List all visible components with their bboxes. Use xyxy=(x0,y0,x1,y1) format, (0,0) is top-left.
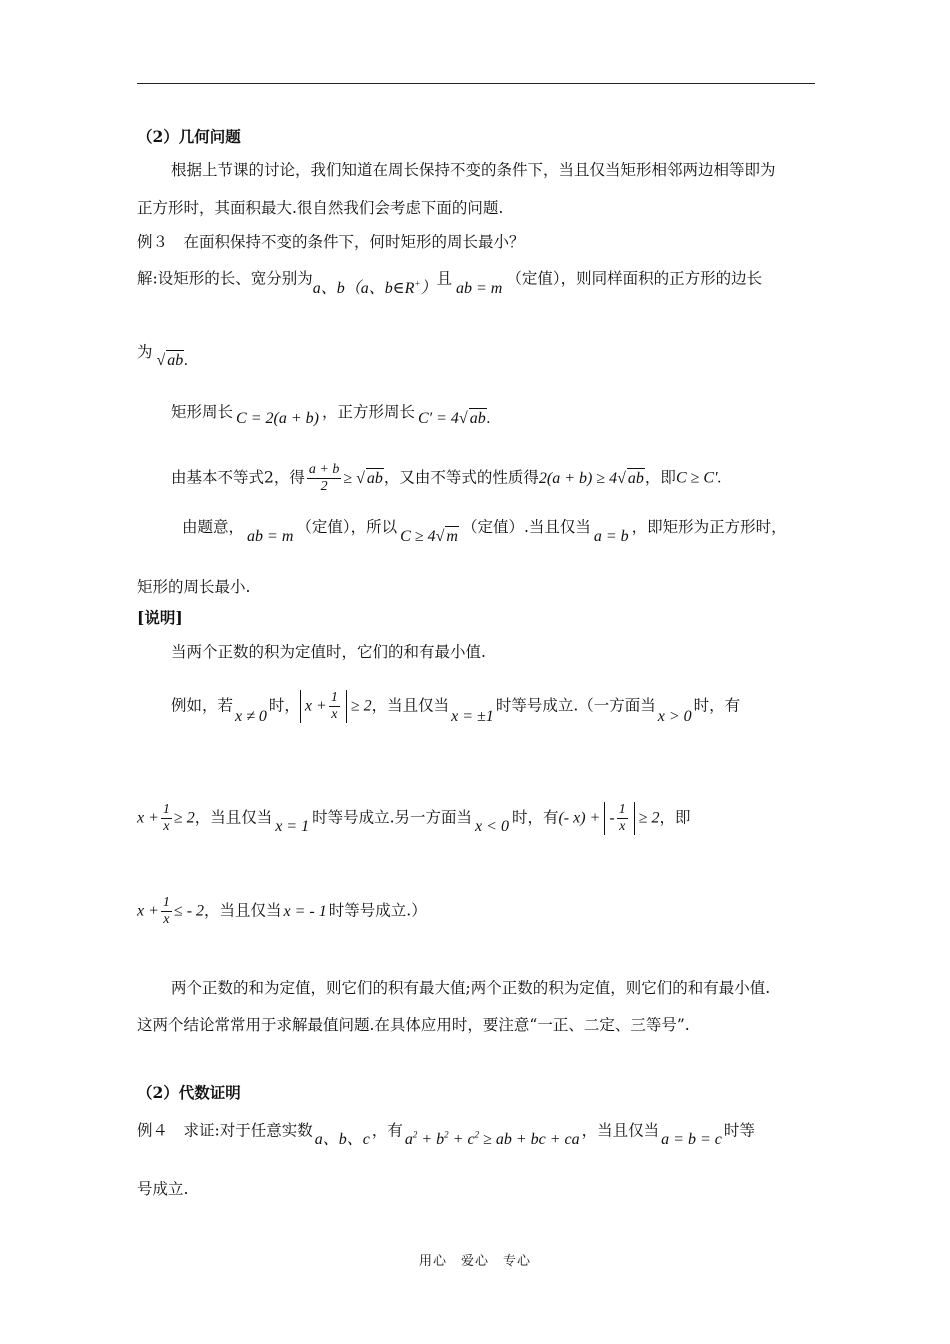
example-4-line-2: 号成立. xyxy=(137,1180,189,1198)
solution-text-a: 解:设矩形的长、宽分别为 xyxy=(137,269,313,288)
intro-line-2: 正方形时，其面积最大.很自然我们会考虑下面的问题. xyxy=(137,199,504,217)
inequality-text-b: ，又由不等式的性质得 xyxy=(383,468,539,487)
formula-square-perimeter: C′ = 4√ ab. xyxy=(417,410,491,427)
formula-ge-2-c: ≥ 2 xyxy=(634,809,660,827)
condition-text-c: （定值）.当且仅当 xyxy=(461,518,591,536)
note-line-1: 当两个正数的积为定值时，它们的和有最小值. xyxy=(171,643,486,661)
formula-ab-m-2: ab = m xyxy=(247,528,294,545)
formula-x-pm-1: x = ±1 xyxy=(451,707,494,725)
example-text-c: ，当且仅当 xyxy=(371,696,450,715)
example-text-d: 时等号成立.（一方面当 xyxy=(495,696,656,715)
formula-x-ne-0: x ≠ 0 xyxy=(235,707,267,725)
formula-neg-x-sum: (- x) + xyxy=(558,809,605,827)
example-line-2 xyxy=(137,802,690,835)
formula-x-plus-inv-le-neg2: x + xyxy=(137,902,159,920)
formula-x-plus-inv-ge-2: x + xyxy=(137,809,159,827)
formula-perimeter-ineq: 2(a + b) ≥ 4√ ab xyxy=(538,469,644,487)
solution-line-2 xyxy=(137,342,189,369)
solution-text-b: 且 xyxy=(436,269,452,288)
example3-text-b: 时等号成立.） xyxy=(328,901,427,920)
inequality-line xyxy=(171,462,722,495)
formula-sum-squares: $a^2 + b^2 + c^2$ ≥ ab + bc + ca xyxy=(404,1130,580,1149)
fraction-one-over-x: $\frac{1}{x}$ xyxy=(162,802,170,834)
formula-a-b: a、b（a、b∈R+） xyxy=(312,279,437,298)
fraction-one-over-x-b: $\frac{1}{x}$ xyxy=(162,895,170,927)
note-heading: [说明] xyxy=(137,608,183,627)
formula-ge-2-b: ≥ 2 xyxy=(173,809,195,827)
example-line-1 xyxy=(171,690,740,723)
formula-a-eq-b: a = b xyxy=(593,528,629,545)
example4-text-c: ，当且仅当 xyxy=(581,1121,660,1140)
condition-text-a: 由题意， xyxy=(182,518,245,536)
formula-half-sum: $\frac{a + b}{2}$ xyxy=(308,462,340,494)
perimeter-line xyxy=(171,402,491,427)
section-heading-algebra: （2）代数证明 xyxy=(137,1083,241,1102)
example4-text-d: 时等 xyxy=(723,1121,755,1140)
solution-line xyxy=(137,264,763,298)
example2-text-a: ，当且仅当 xyxy=(194,808,273,827)
formula-x-eq-neg1: x = - 1 xyxy=(283,902,327,920)
summary-line-1: 两个正数的和为定值，则它们的积有最大值;两个正数的积为定值，则它们的和有最小值. xyxy=(171,979,771,997)
condition-text-d: ，即矩形为正方形时， xyxy=(631,518,787,536)
header-rule xyxy=(137,83,815,84)
formula-le-neg-2: ≤ - 2 xyxy=(173,902,205,920)
condition-line xyxy=(182,517,787,545)
section-heading-geometry: （2）几何问题 xyxy=(137,127,241,146)
formula-abs-x-plus-inv: x + $\frac{1}{x}$ xyxy=(300,690,347,723)
perimeter-text-a: 矩形周长 xyxy=(171,403,234,421)
solution-text-c: （定值），则同样面积的正方形的边长 xyxy=(506,269,763,288)
intro-line-1: 根据上节课的讨论，我们知道在周长保持不变的条件下，当且仅当矩形相邻两边相等即为 xyxy=(171,161,776,179)
example2-text-d: ，即 xyxy=(659,808,691,827)
formula-c-ge-c-prime: C ≥ C′. xyxy=(675,469,722,487)
formula-ge-2: ≥ 2 xyxy=(346,697,372,715)
formula-ab-m: ab = m xyxy=(455,280,503,298)
example-line-3 xyxy=(137,895,427,928)
formula-ge-sqrt: ≥ √ ab xyxy=(343,469,383,487)
example2-text-b: 时等号成立.另一方面当 xyxy=(312,808,473,827)
example-text-b: 时， xyxy=(268,696,300,715)
formula-x-lt-0: x < 0 xyxy=(475,817,509,835)
example3-text-a: ，当且仅当 xyxy=(204,901,282,920)
formula-x-eq-1: x = 1 xyxy=(275,817,310,835)
page-footer: 用心 爱心 专心 xyxy=(418,1254,531,1269)
formula-rect-perimeter: C = 2(a + b) xyxy=(236,410,319,427)
example2-text-c: 时，有 xyxy=(511,808,559,827)
example-text-a: 例如，若 xyxy=(171,696,234,715)
conclusion-line: 矩形的周长最小. xyxy=(137,578,251,596)
example-text-e: 时，有 xyxy=(693,696,741,715)
solution-text-d: 为 xyxy=(137,343,153,361)
example4-text-b: ，有 xyxy=(371,1121,403,1140)
formula-c-ge-4sqrt-m: C ≥ 4√ m xyxy=(400,528,458,545)
formula-neg-inv-x: - $\frac{1}{x}$ xyxy=(604,802,634,835)
formula-a-b-c: a、b、c xyxy=(314,1131,370,1149)
inequality-text-c: ，即 xyxy=(644,468,676,487)
example-4-line xyxy=(137,1116,755,1149)
condition-text-b: （定值），所以 xyxy=(296,518,398,536)
summary-line-2: 这两个结论常常用于求解最值问题.在具体应用时，要注意“一正、二定、三等号”. xyxy=(137,1016,690,1034)
formula-sqrt-ab: √ ab. xyxy=(156,352,189,369)
example4-text-a: 例４ 求证:对于任意实数 xyxy=(137,1121,313,1140)
perimeter-text-b: ，正方形周长 xyxy=(321,403,415,421)
formula-a-eq-b-eq-c: a = b = c xyxy=(661,1131,722,1149)
formula-x-gt-0: x > 0 xyxy=(657,707,692,725)
inequality-text-a: 由基本不等式2，得 xyxy=(171,468,305,487)
example-3-title: 例３ 在面积保持不变的条件下，何时矩形的周长最小？ xyxy=(137,233,525,251)
